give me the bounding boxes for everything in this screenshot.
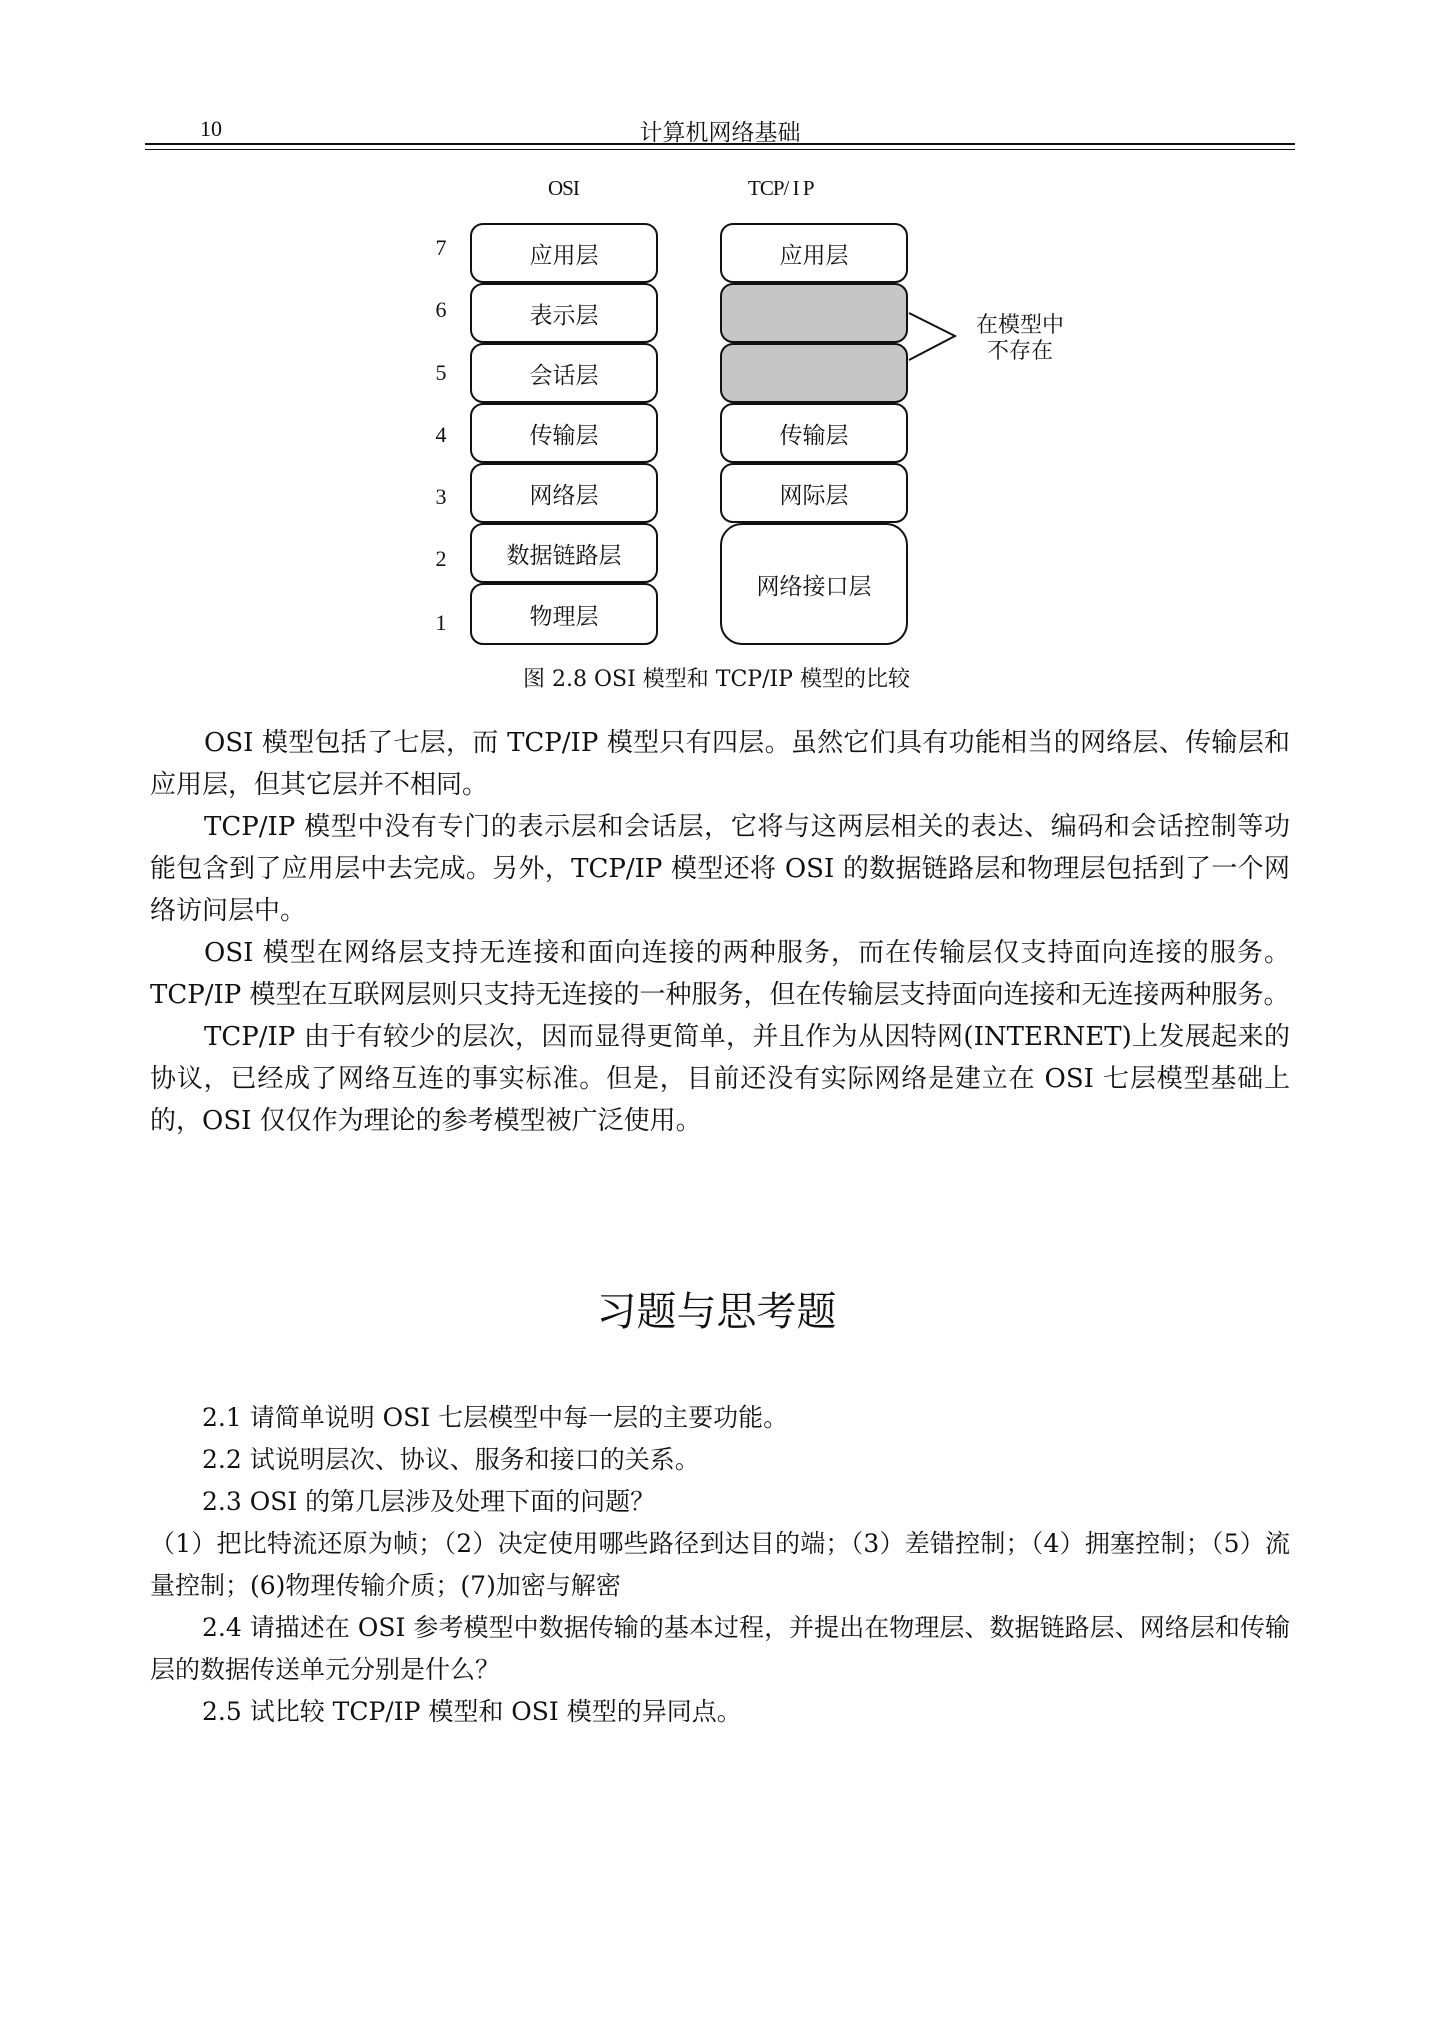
paragraph-2: TCP/IP 模型中没有专门的表示层和会话层，它将与这两层相关的表达、编码和会话控制等功能包含到了应用层中去完成。另外，TCP/IP 模型还将 OSI 的数据链路层和物理层包括到了一个网络访问层中。 (150, 812, 1290, 926)
tcpip-layer-application: 应用层 (720, 223, 908, 283)
layer-number-6: 6 (435, 297, 447, 322)
osi-layer-application: 应用层 (470, 223, 658, 283)
note-not-in-model (965, 313, 1075, 365)
osi-layer-data-link: 数据链路层 (470, 523, 658, 583)
exercise-2-3-items: （1）把比特流还原为帧；（2）决定使用哪些路径到达目的端；（3）差错控制；（4）拥塞控制；（5）流量控制；(6)物理传输介质；(7)加密与解密 (150, 1529, 1290, 1600)
section-title: 习题与思考题 (596, 1289, 837, 1335)
bracket-arrow (0, 0, 1433, 720)
paragraph-4: TCP/IP 由于有较少的层次，因而显得更简单，并且作为从因特网(INTERNET)上发展起来的协议，已经成了网络互连的事实标准。但是，目前还没有实际网络是建立在 OSI 七层模型基础上的，OSI 仅仅作为理论的参考模型被广泛使用。 (150, 1022, 1290, 1136)
layer-number-7: 7 (435, 235, 447, 260)
note-line-2: 不存在 (986, 339, 1053, 364)
tcpip-column-heading: TCP/ I P (748, 176, 814, 200)
exercise-2-5: 2.5 试比较 TCP/IP 模型和 OSI 模型的异同点。 (202, 1697, 742, 1726)
osi-layer-transport: 传输层 (470, 403, 658, 463)
tcpip-layer-network-interface: 网络接口层 (720, 523, 908, 645)
osi-layer-network: 网络层 (470, 463, 658, 523)
running-title: 计算机网络基础 (639, 120, 801, 146)
figure-caption: 图 2.8 OSI 模型和 TCP/IP 模型的比较 (523, 667, 910, 692)
tcpip-layer-transport: 传输层 (720, 403, 908, 463)
exercise-list (150, 1397, 1290, 1733)
layer-number-2: 2 (435, 546, 447, 571)
layer-number-1: 1 (435, 610, 447, 635)
osi-column-heading: OSI (548, 176, 579, 200)
osi-layer-session: 会话层 (470, 343, 658, 403)
paragraph-3: OSI 模型在网络层支持无连接和面向连接的两种服务，而在传输层仅支持面向连接的服务。TCP/IP 模型在互联网层则只支持无连接的一种服务，但在传输层支持面向连接和无连接两种服务。 (150, 938, 1290, 1010)
layer-number-4: 4 (435, 422, 447, 447)
exercise-2-3: 2.3 OSI 的第几层涉及处理下面的问题？ (202, 1487, 656, 1516)
exercise-2-4: 2.4 请描述在 OSI 参考模型中数据传输的基本过程，并提出在物理层、数据链路层、网络层和传输层的数据传送单元分别是什么？ (150, 1613, 1290, 1684)
paragraph-1: OSI 模型包括了七层，而 TCP/IP 模型只有四层。虽然它们具有功能相当的网络层、传输层和应用层，但其它层并不相同。 (150, 728, 1290, 800)
osi-layer-presentation: 表示层 (470, 283, 658, 343)
layer-number-3: 3 (435, 484, 447, 509)
osi-tcpip-figure (0, 0, 1433, 720)
layer-number-5: 5 (435, 360, 447, 385)
tcpip-layer-internet: 网际层 (720, 463, 908, 523)
body-text (150, 722, 1290, 1142)
exercise-2-1: 2.1 请简单说明 OSI 七层模型中每一层的主要功能。 (202, 1403, 789, 1432)
osi-layer-physical: 物理层 (470, 583, 658, 645)
page-number: 10 (200, 116, 222, 141)
note-line-1: 在模型中 (975, 313, 1064, 338)
exercise-2-2: 2.2 试说明层次、协议、服务和接口的关系。 (202, 1445, 700, 1474)
